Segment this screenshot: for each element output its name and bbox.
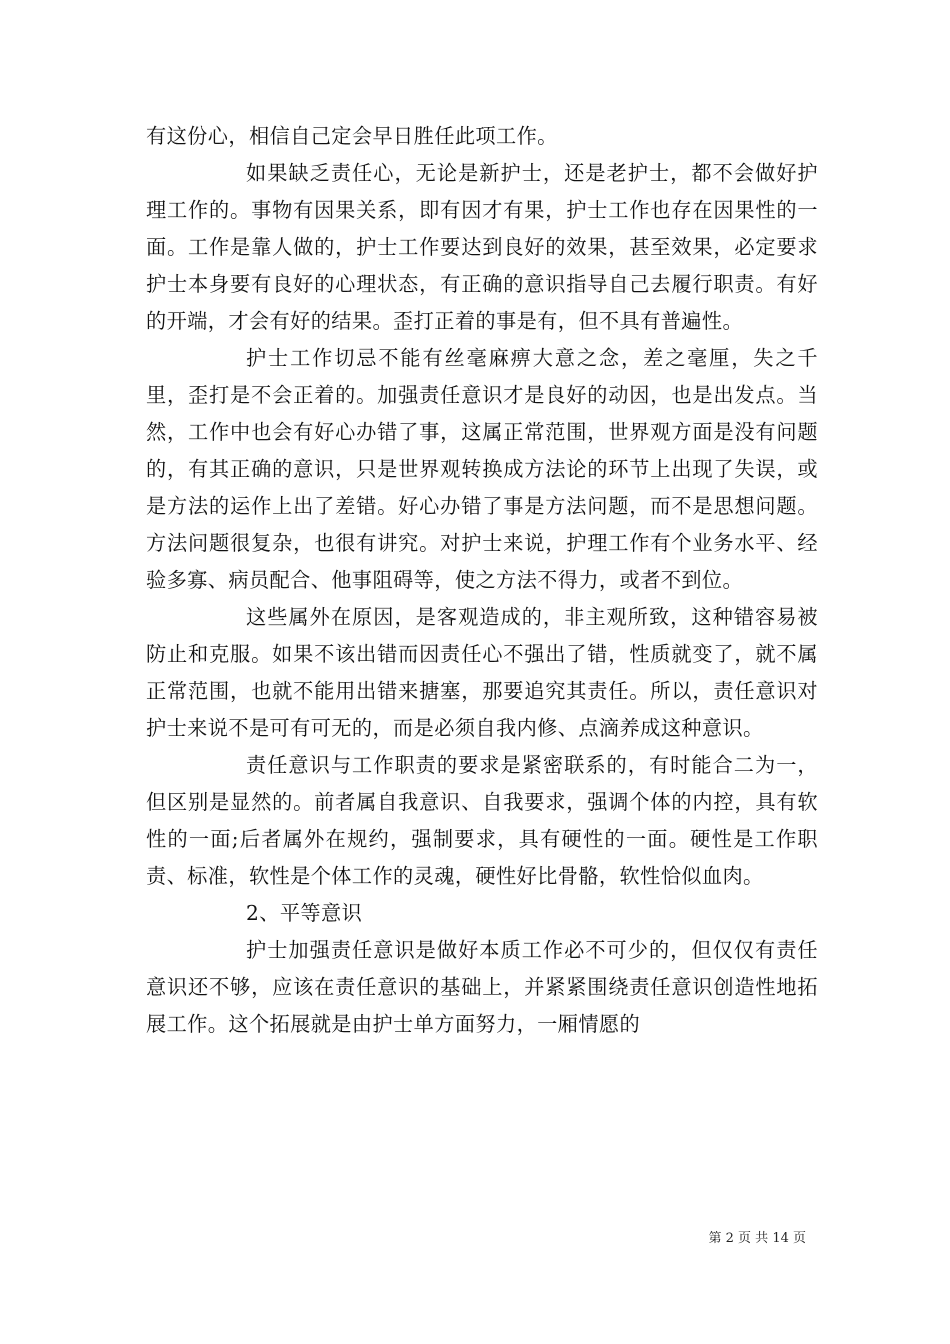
- paragraph-duty-relation: 责任意识与工作职责的要求是紧密联系的，有时能合二为一，但区别是显然的。前者属自我意识、自我要求，强调个体的内控，具有软性的一面;后者属外在规约，强制要求，具有硬性的一面。硬性是工作职责、标准，软性是个体工作的灵魂，硬性好比骨骼，软性恰似血肉。: [146, 753, 818, 888]
- section-heading-equality: 2、平等意识: [246, 901, 363, 925]
- paragraph-responsibility-cause: 如果缺乏责任心，无论是新护士，还是老护士，都不会做好护理工作的。事物有因果关系，即有因才有果，护士工作也存在因果性的一面。工作是靠人做的，护士工作要达到良好的效果，甚至效果，必定要求护士本身要有良好的心理状态，有正确的意识指导自己去履行职责。有好的开端，才会有好的结果。歪打正着的事是有，但不具有普遍性。: [146, 161, 818, 333]
- page-number-footer: 第 2 页 共 14 页: [708, 1231, 806, 1246]
- paragraph-careful-work: 护士工作切忌不能有丝毫麻痹大意之念，差之毫厘，失之千里，歪打是不会正着的。加强责任意识才是良好的动因，也是出发点。当然，工作中也会有好心办错了事，这属正常范围，世界观方面是没有问题的，有其正确的意识，只是世界观转换成方法论的环节上出现了失误，或是方法的运作上出了差错。好心办错了事是方法问题，而不是思想问题。方法问题很复杂，也很有讲究。对护士来说，护理工作有个业务水平、经验多寡、病员配合、他事阻碍等，使之方法不得力，或者不到位。: [146, 346, 818, 592]
- paragraph-external-causes: 这些属外在原因，是客观造成的，非主观所致，这种错容易被防止和克服。如果不该出错而因责任心不强出了错，性质就变了，就不属正常范围，也就不能用出错来搪塞，那要追究其责任。所以，责任意识对护士来说不是可有可无的，而是必须自我内修、点滴养成这种意识。: [146, 605, 818, 740]
- document-body: [146, 118, 818, 1043]
- paragraph-continuation: 有这份心，相信自己定会早日胜任此项工作。: [146, 124, 558, 148]
- paragraph-equality-intro: 护士加强责任意识是做好本质工作必不可少的，但仅仅有责任意识还不够，应该在责任意识的基础上，并紧紧围绕责任意识创造性地拓展工作。这个拓展就是由护士单方面努力，一厢情愿的: [146, 938, 818, 1036]
